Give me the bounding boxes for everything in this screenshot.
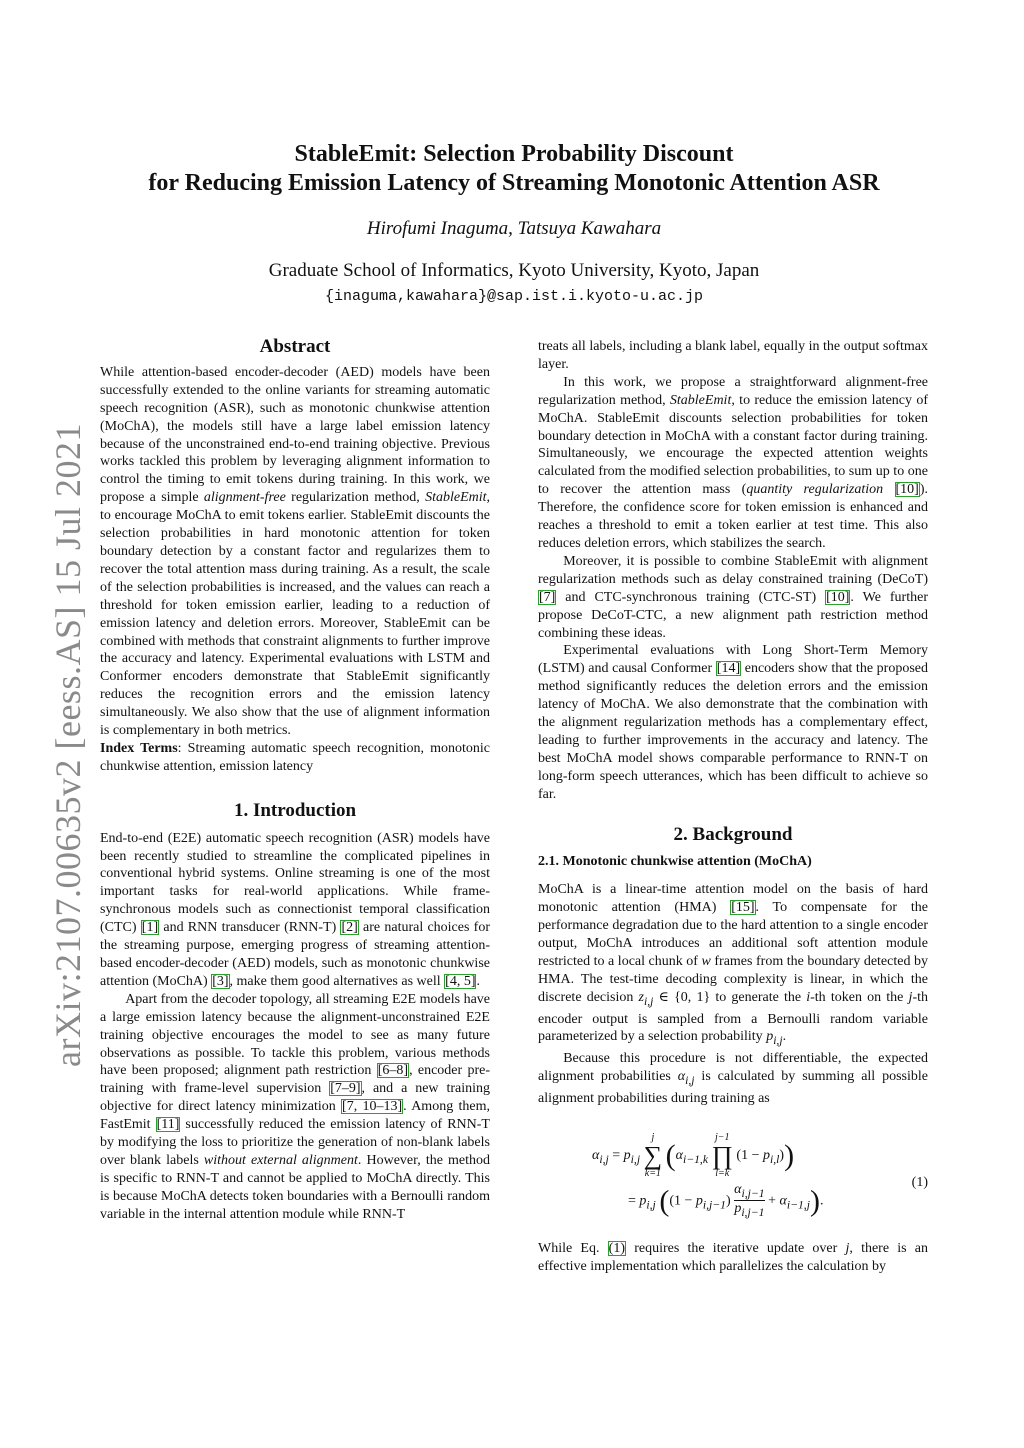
background-heading: 2. Background [673,823,793,845]
citation-link[interactable]: [10] [826,589,850,605]
background-paragraph-2: Because this procedure is not differentiable, the expected alignment probabilities $\alpha_{i,j}$ is calculated by summing all possible alignment probabilities during training as [538,1051,928,1106]
intro-paragraph-3: treats all labels, including a blank label, equally in the output softmax layer. [538,339,928,372]
citation-link[interactable]: [1] [141,920,159,936]
index-terms: Index Terms: Streaming automatic speech recognition, monotonic chunkwise attention, emission latency [100,740,490,774]
title-line-2: for Reducing Emission Latency of Streaming Monotonic Attention ASR [148,170,880,196]
product-symbol: j−1 ∏ l=k [711,1131,733,1179]
affiliation: Graduate School of Informatics, Kyoto University, Kyoto, Japan [268,260,760,281]
citation-link[interactable]: [10] [895,482,919,498]
citation-link[interactable]: [7–9] [330,1081,361,1097]
summation-symbol: j ∑ k=1 [643,1131,663,1179]
equation-1 [538,1116,928,1234]
abstract-heading: Abstract [259,336,331,357]
equation-line-1: $\alpha_{i,j} = p_{i,j}$ j ∑ k=1 ($\alpha_{i-1,k}$ j−1 ∏ l=k $(1 - p_{i,l})$) [592,1131,795,1179]
authors: Hirofumi Inaguma, Tatsuya Kawahara [366,218,662,239]
left-column [100,338,490,1224]
citation-link[interactable]: [2] [341,920,358,936]
background-paragraph-3: While Eq. (1) requires the iterative update over j, there is an effective implementation which parallelizes the calculation by [538,1240,928,1274]
right-column [538,338,928,1275]
citation-link[interactable]: [14] [716,661,741,677]
intro-paragraph-1: End-to-end (E2E) automatic speech recognition (ASR) models have been recently studied to streamline the complicated pipelines in conventional hybrid systems. Online streaming is one of the most important tasks for real-world applications. While frame-synchronous models such as connectionist temporal classification (CTC) [1] and RNN transducer (RNN-T) [2] are natural choices for the streaming purpose, emerging progress of streaming attention-based encoder-decoder (AED) models, such as monotonic chunkwise attention (MoChA) [3], make them good alternatives as well [4, 5]. [100,830,490,989]
intro-paragraph-6: Experimental evaluations with Long Short-Term Memory (LSTM) and causal Conformer [14] encoders show that the proposed method significantly reduces the deletion errors and the emission latency of MoChA. We also demonstrate that the combination with the alignment regularization methods has a complementary effect, leading to further improvements in the accuracy and latency. The best MoChA model shows comparable performance to RNN-T on long-form speech utterances, which has been difficult to achieve so far. [538,643,928,802]
fraction: $\frac{\alpha_{i,j-1}}{p_{i,j-1}}$ [734,1181,765,1220]
email: {inaguma,kawahara}@sap.ist.i.kyoto-u.ac.jp [324,288,704,305]
mocha-subheading: 2.1. Monotonic chunkwise attention (MoChA) [538,854,812,870]
background-paragraph-1: MoChA is a linear-time attention model on the basis of hard monotonic attention (HMA) [15]. To compensate for the performance degradation due to the hard attention to a single encoder output, MoChA introduces an additional soft attention module restricted to a local chunk of w frames from the boundary detected by HMA. The test-time decoding complexity is linear, in which the discrete decision $z_{i,j}$ ∈ {0, 1} to generate the i-th token on the j-th encoder output is sampled from a Bernoulli random variable parameterized by a selection probability $p_{i,j}$. [538,882,928,1048]
intro-paragraph-4: In this work, we propose a straightforward alignment-free regularization method, StableEmit, to reduce the emission latency of MoChA. StableEmit discounts selection probabilities for token boundary detection in MoChA with a constant factor during training. Simultaneously, we encourage the expected attention weights calculated from the modified selection probabilities, to sum up to one to recover the attention mass (quantity regularization [10]). Therefore, the confidence score for token emission is enhanced and reaches a threshold to emit a token earlier at test time. This also reduces deletion errors, which stabilizes the search. [538,374,928,551]
arxiv-stamp: arXiv:2107.00635v2 [eess.AS] 15 Jul 2021 [48,423,88,1067]
intro-paragraph-2: Apart from the decoder topology, all streaming E2E models have a large emission latency because the alignment-unconstrained E2E training objective encourages the model to see as many future observations as possible. To tackle this problem, various methods have been proposed; alignment path restriction [6–8], encoder pre-training with frame-level supervision [7–9], and a new training objective for direct latency minimization [7, 10–13]. Among them, FastEmit [11] successfully reduced the emission latency of RNN-T by modifying the loss to prioritize the generation of non-blank labels over blank labels without external alignment. However, the method is specific to RNN-T and cannot be applied to MoChA directly. This is because MoChA detects token boundaries with a Bernoulli random variable in the internal attention module while RNN-T [100,991,491,1222]
citation-link[interactable]: [7, 10–13] [342,1099,403,1115]
citation-link[interactable]: [6–8] [377,1063,409,1079]
intro-paragraph-5: Moreover, it is possible to combine StableEmit with alignment regularization methods such as delay constrained training (DeCoT) [7] and CTC-synchronous training (CTC-ST) [10]. We further propose DeCoT-CTC, a new alignment path restriction method combining these ideas. [538,553,928,641]
equation-link[interactable]: (1) [608,1240,625,1256]
citation-link[interactable]: [15] [731,900,755,916]
citation-link[interactable]: [4, 5] [445,973,476,989]
paper-title [100,140,928,198]
citation-link[interactable]: [11] [156,1117,180,1133]
equation-number: (1) [911,1174,928,1190]
citation-link[interactable]: [3] [212,973,229,989]
title-line-1: StableEmit: Selection Probability Discount [294,141,734,167]
citation-link[interactable]: [7] [539,589,556,605]
abstract-text: While attention-based encoder-decoder (AED) models have been successfully extended to the online variants for streaming automatic speech recognition (ASR), such as monotonic chunkwise attention (MoChA), the models still have a large label emission latency because of the unconstrained end-to-end training objective. Previous works tackled this problem by leveraging alignment information to control the timing to emit tokens during training. In this work, we propose a simple alignment-free regularization method, StableEmit, to encourage MoChA to emit tokens earlier. StableEmit discounts the selection probabilities in hard monotonic attention for token boundary detection by a constant factor and regularizes them to recover the total attention mass during training. As a result, the scale of the selection probabilities is increased, and the values can reach a threshold for token emission earlier, leading to a reduction of emission latency and deletion errors. Moreover, StableEmit can be combined with methods that constraint alignments to further improve the accuracy and latency. Experimental evaluations with LSTM and Conformer encoders demonstrate that StableEmit significantly reduces the recognition errors and the emission latency simultaneously. We also show that the use of alignment information is complementary in both metrics. [100,364,491,739]
introduction-heading: 1. Introduction [233,799,357,821]
equation-line-2: = $p_{i,j}$ ($(1 - p_{i,j-1})$ $\frac{\alpha_{i,j-1}}{p_{i,j-1}}$ + $\alpha_{i-1,j}$). [628,1181,824,1220]
